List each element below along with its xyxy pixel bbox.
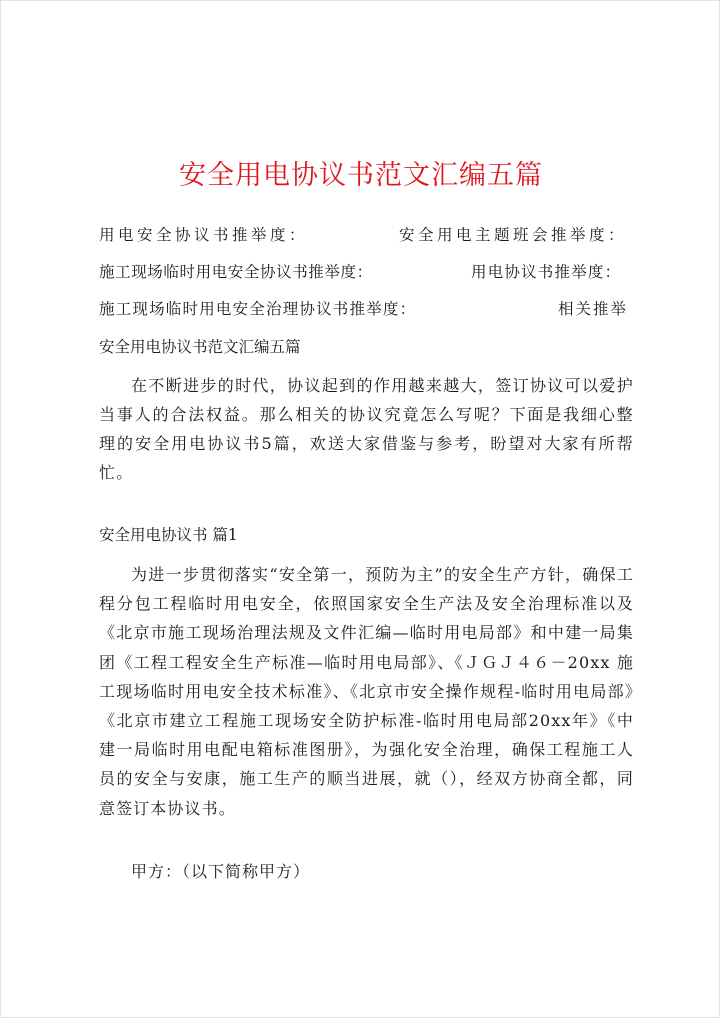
intro-paragraph: 在不断进步的时代，协议起到的作用越来越大，签订协议可以爱护当事人的合法权益。那么相关的协议究竟怎么写呢？下面是我细心整理的安全用电协议书5篇，欢送大家借鉴与参考，盼望对大家有所帮忙。 (99, 376, 634, 482)
recommend-link[interactable]: 安全用电主题班会推举度： (399, 226, 628, 244)
party-a-line: 甲方：（以下简称甲方） (131, 862, 311, 881)
subtitle: 安全用电协议书范文汇编五篇 (99, 338, 301, 356)
section-body-paragraph: 为进一步贯彻落实“安全第一，预防为主”的安全生产方针，确保工程分包工程临时用电安全，依照国家安全生产法及安全治理标准以及《北京市施工现场治理法规及文件汇编—临时用电局部》和中建一局集团《工程工程安全生产标准—临时用电局部》、《ＪＧＪ４６－20xx 施工现场临时用电安全技术标准》、《北京市安全操作规程-临时用电局部》《北京市建立工程施工现场安全防护标准-临时用电局部20xx年》《中建一局临时用电配电箱标准图册》，为强化安全治理，确保工程施工人员的安全与安康，施工生产的顺当进展，就（），经双方协商全都，同意签订本协议书。 (99, 565, 634, 818)
section-heading: 安全用电协议书 篇1 (99, 526, 238, 544)
recommend-link[interactable]: 用电协议书推举度： (471, 263, 622, 281)
recommend-link[interactable]: 施工现场临时用电安全治理协议书推举度： (99, 300, 417, 318)
recommend-link[interactable]: 施工现场临时用电安全协议书推举度： (99, 263, 373, 281)
document-title: 安全用电协议书范文汇编五篇 (179, 160, 543, 191)
related-recommend-label: 相关推举 (558, 300, 629, 318)
recommend-link[interactable]: 用电安全协议书推举度： (99, 226, 309, 244)
